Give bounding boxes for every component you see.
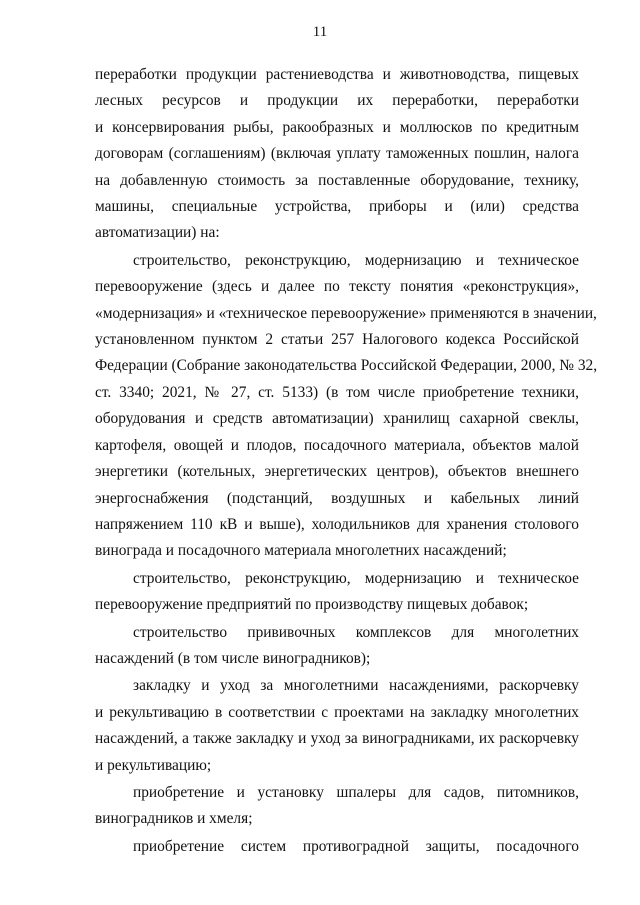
paragraph-food-additives: [95, 566, 579, 619]
text-line: энергетики (котельных, энергетических центров), объектов внешнего: [95, 463, 579, 481]
text-line: машины, специальные устройства, приборы и (или) средства: [95, 198, 579, 216]
text-line: установленном пунктом 2 статьи 257 Налогового кодекса Российской: [95, 331, 579, 349]
text-line: строительство прививочных комплексов для многолетних: [133, 623, 579, 641]
text-line: перевооружение (здесь и далее по тексту понятия «реконструкция»,: [95, 278, 579, 296]
text-line: и рекультивацию;: [95, 756, 212, 774]
text-line: «модернизация» и «техническое перевооружение» применяются в значении,: [95, 304, 597, 322]
text-line: оборудования и средств автоматизации) хранилищ сахарной свеклы,: [95, 410, 579, 428]
text-line: виноградников и хмеля;: [95, 810, 253, 828]
text-line: на добавленную стоимость за поставленные оборудование, технику,: [95, 171, 579, 189]
text-line: картофеля, овощей и плодов, посадочного материала, объектов малой: [95, 436, 579, 454]
text-line: перевооружение предприятий по производству пищевых добавок;: [95, 596, 529, 614]
text-line: насаждений, а также закладку и уход за виноградниками, их раскорчевку: [95, 730, 579, 748]
paragraph-intro: [95, 62, 579, 247]
text-line: договорам (соглашениям) (включая уплату таможенных пошлин, налога: [95, 145, 579, 163]
text-line: и консервирования рыбы, ракообразных и моллюсков по кредитным: [95, 118, 579, 136]
text-line: энергоснабжения (подстанций, воздушных и кабельных линий: [95, 489, 579, 507]
text-line: приобретение систем противоградной защиты, посадочного: [133, 837, 579, 855]
text-line: винограда и посадочного материала многолетних насаждений;: [95, 542, 507, 560]
text-line: закладку и уход за многолетними насаждениями, раскорчевку: [133, 677, 579, 695]
text-line: строительство, реконструкцию, модернизацию и техническое: [133, 569, 579, 587]
document-body: [95, 62, 598, 860]
text-line: переработки продукции растениеводства и животноводства, пищевых: [95, 66, 579, 83]
text-line: строительство, реконструкцию, модернизацию и техническое: [133, 251, 579, 269]
paragraph-construction-storage: [95, 248, 598, 565]
paragraph-anti-hail: [95, 834, 579, 860]
text-line: и рекультивацию в соответствии с проектами на закладку многолетних: [95, 703, 579, 721]
text-line: насаждений (в том числе виноградников);: [95, 649, 371, 667]
text-line: напряжением 110 кВ и выше), холодильников для хранения столового: [95, 515, 579, 533]
paragraph-perennial-plantings: [95, 673, 579, 779]
page-number: 11: [312, 24, 328, 40]
text-line: ст. 3340; 2021, № 27, ст. 5133) (в том числе приобретение техники,: [95, 383, 579, 401]
paragraph-grafting-complexes: [95, 620, 579, 673]
text-line: Федерации (Собрание законодательства Российской Федерации, 2000, № 32,: [95, 357, 598, 375]
text-line: приобретение и установку шпалеры для садов, питомников,: [133, 783, 579, 801]
text-line: лесных ресурсов и продукции их переработки, переработки: [95, 92, 579, 110]
paragraph-trellis: [95, 780, 579, 833]
text-line: автоматизации) на:: [95, 224, 220, 242]
